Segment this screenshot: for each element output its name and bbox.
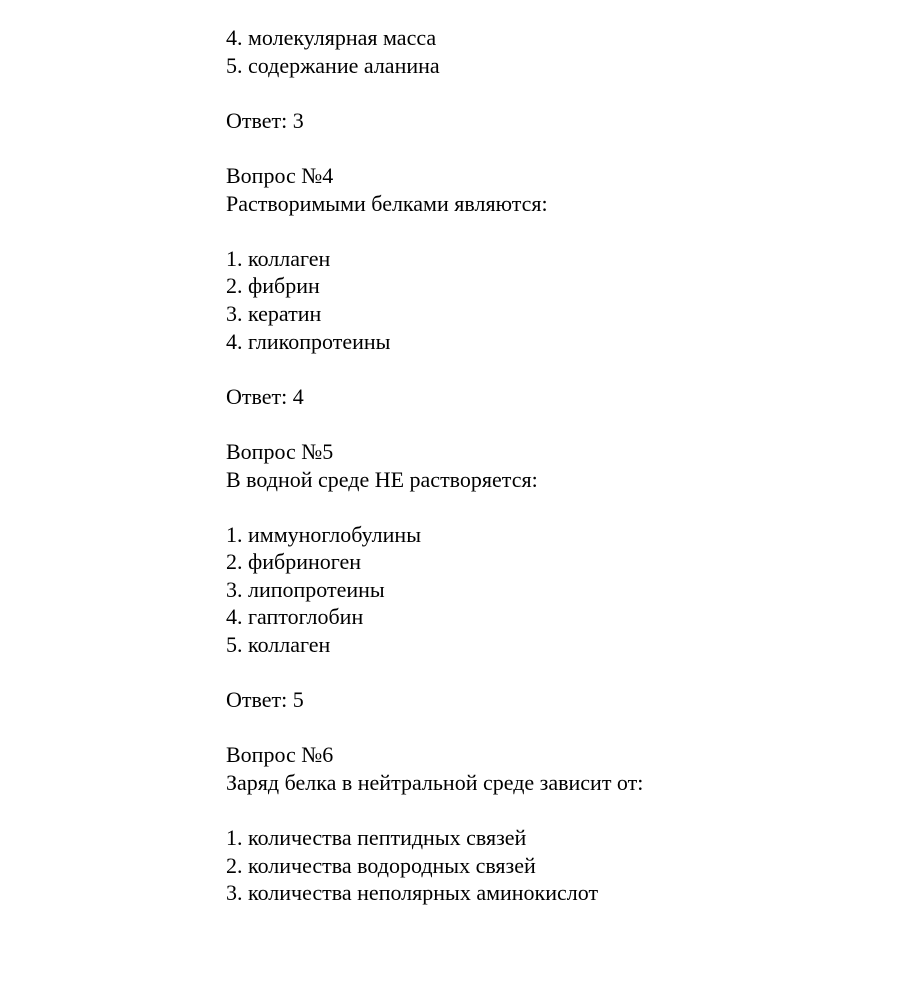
question-prompt: Заряд белка в нейтральной среде зависит от: [226, 770, 644, 796]
option-line: 4. гликопротеины [226, 328, 391, 354]
spacer [226, 134, 886, 162]
spacer [226, 714, 886, 742]
question-title: Вопрос №4 [226, 162, 334, 188]
option-line: 5. содержание аланина [226, 52, 440, 78]
option-line: 1. коллаген [226, 245, 331, 271]
option-line: 4. молекулярная масса [226, 25, 437, 50]
answer-line: Ответ: 4 [226, 383, 304, 409]
spacer [226, 493, 886, 521]
option-line: 3. кератин [226, 300, 322, 326]
option-line: 1. иммуноглобулины [226, 521, 421, 547]
question-prompt: В водной среде НЕ растворяется: [226, 466, 538, 492]
option-line: 1. количества пептидных связей [226, 825, 527, 851]
spacer [226, 410, 886, 438]
option-line: 2. количества водородных связей [226, 852, 536, 878]
option-line: 2. фибрин [226, 273, 320, 299]
answer-line: Ответ: 5 [226, 687, 304, 713]
option-line: 3. липопротеины [226, 576, 385, 602]
spacer [226, 659, 886, 687]
document-page [226, 24, 886, 907]
option-line: 3. количества неполярных аминокислот [226, 880, 599, 906]
spacer [226, 217, 886, 245]
question-title: Вопрос №6 [226, 742, 334, 768]
question-prompt: Растворимыми белками являются: [226, 190, 548, 216]
option-line: 5. коллаген [226, 632, 331, 658]
answer-line: Ответ: 3 [226, 107, 304, 133]
option-line: 2. фибриноген [226, 549, 362, 575]
spacer [226, 797, 886, 825]
spacer [226, 79, 886, 107]
question-title: Вопрос №5 [226, 438, 334, 464]
spacer [226, 355, 886, 383]
option-line: 4. гаптоглобин [226, 604, 364, 630]
